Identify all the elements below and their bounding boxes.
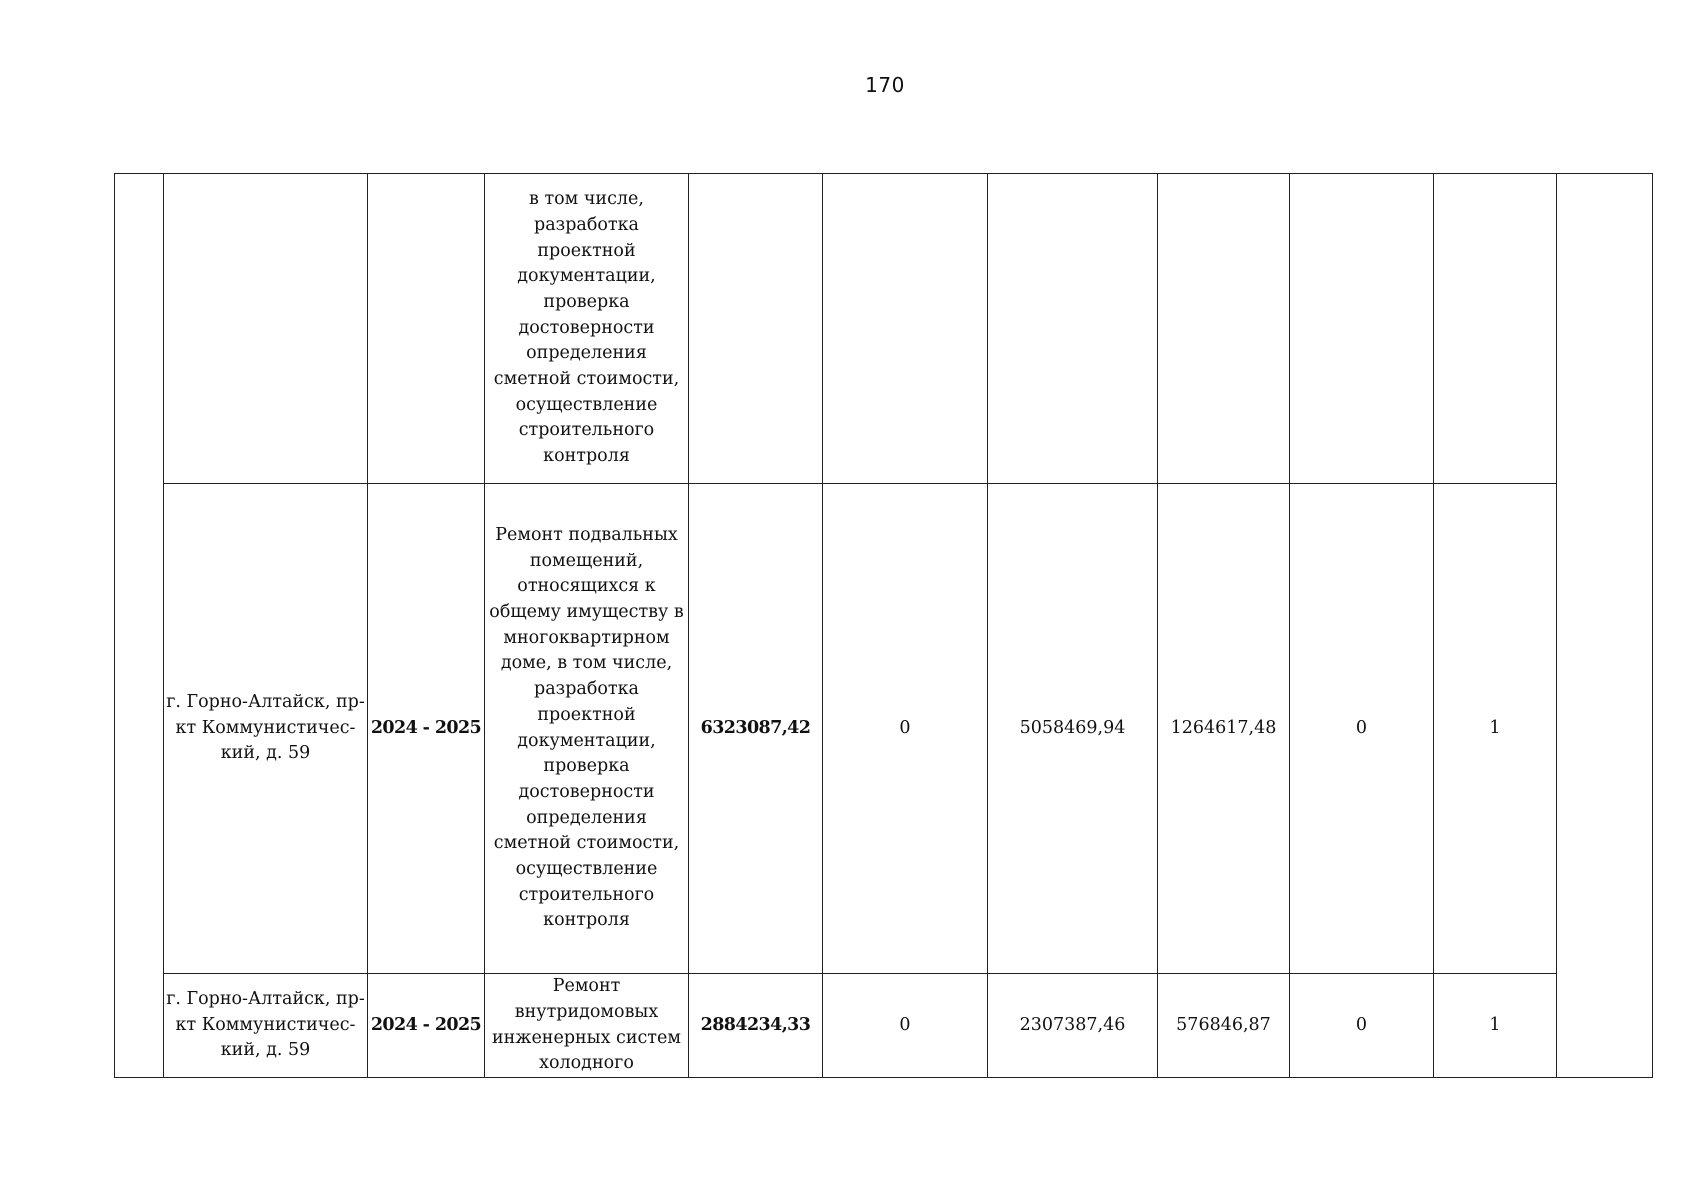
work-description-cell: Ремонт подвальных помещений, относящихся к общему имуществу в многоквартирном доме, в том числе, разработка проектной документации, проверка достоверности определения сметной стоимости, осуществление строительного контроля <box>485 484 689 974</box>
table-row <box>115 974 1653 1078</box>
works-table <box>114 173 1653 1078</box>
value-cell <box>1434 174 1557 484</box>
table-row <box>115 484 1653 974</box>
value-cell: 1 <box>1434 974 1557 1078</box>
address-cell: г. Горно-Алтайск, пр-кт Коммунистичес-кий, д. 59 <box>164 484 368 974</box>
period-cell: 2024 - 2025 <box>368 974 485 1078</box>
last-cell <box>1557 174 1653 1078</box>
value-cell <box>1158 174 1290 484</box>
period-cell <box>368 174 485 484</box>
value-cell: 0 <box>823 974 988 1078</box>
address-cell: г. Горно-Алтайск, пр-кт Коммунистичес-кий, д. 59 <box>164 974 368 1078</box>
work-description-cell: Ремонт внутридомовых инженерных систем холодного <box>485 974 689 1078</box>
address-cell <box>164 174 368 484</box>
page-number: 170 <box>865 73 905 97</box>
work-description-cell: в том числе, разработка проектной документации, проверка достоверности определения сметной стоимости, осуществление строительного контроля <box>485 174 689 484</box>
value-cell <box>988 174 1158 484</box>
period-cell: 2024 - 2025 <box>368 484 485 974</box>
index-cell <box>115 174 164 1078</box>
value-cell <box>823 174 988 484</box>
total-cost-cell: 6323087,42 <box>689 484 823 974</box>
value-cell: 0 <box>1290 974 1434 1078</box>
value-cell: 1 <box>1434 484 1557 974</box>
table-row <box>115 174 1653 484</box>
value-cell: 0 <box>1290 484 1434 974</box>
total-cost-cell: 2884234,33 <box>689 974 823 1078</box>
total-cost-cell <box>689 174 823 484</box>
value-cell: 1264617,48 <box>1158 484 1290 974</box>
value-cell: 2307387,46 <box>988 974 1158 1078</box>
value-cell: 576846,87 <box>1158 974 1290 1078</box>
value-cell: 5058469,94 <box>988 484 1158 974</box>
value-cell <box>1290 174 1434 484</box>
value-cell: 0 <box>823 484 988 974</box>
